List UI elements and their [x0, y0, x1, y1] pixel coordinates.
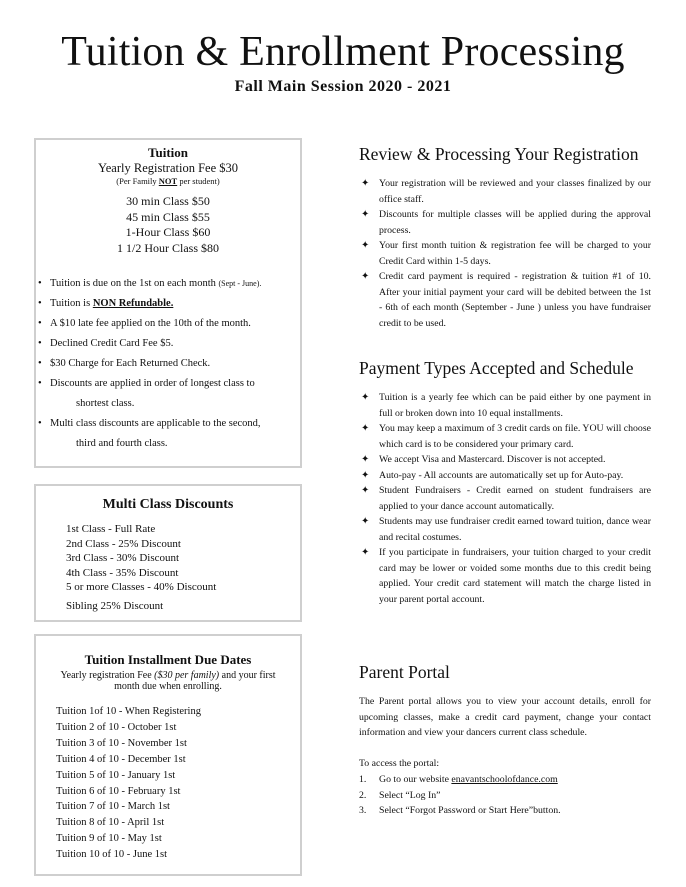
class-price: 30 min Class $50 [126, 194, 210, 208]
portal-heading: Parent Portal [359, 662, 450, 682]
list-item [36, 294, 300, 314]
installment-note [50, 670, 286, 692]
list-item: Tuition 5 of 10 - January 1st [56, 769, 176, 781]
bullet-icon: • [38, 278, 42, 289]
step-number: 3. [359, 805, 367, 816]
fee-note-post: per student) [177, 176, 220, 186]
star-bullet-icon: ✦ [361, 209, 370, 220]
note-text: and your first month due when enrolling. [114, 670, 276, 692]
list-item [36, 274, 300, 294]
star-bullet-icon: ✦ [361, 240, 370, 251]
sibling-discount: Sibling 25% Discount [66, 599, 164, 612]
list-item [36, 354, 300, 374]
list-item [36, 314, 300, 334]
rule-text: Discounts are applied in order of longest class to [50, 378, 255, 389]
list-item: Tuition 9 of 10 - May 1st [56, 833, 162, 845]
list-item: Tuition 6 of 10 - February 1st [56, 785, 181, 797]
review-heading: Review & Processing Your Registration [359, 144, 639, 164]
star-bullet-icon: ✦ [361, 178, 370, 189]
tuition-box [34, 138, 302, 468]
step-text: Select “Log In” [379, 789, 441, 801]
bullet-icon: • [38, 358, 42, 369]
bullet-icon: • [38, 298, 42, 309]
list-item [36, 374, 300, 414]
list-item [359, 803, 651, 819]
step-text: Select “Forgot Password or Start Here”button. [379, 805, 561, 816]
list-item [359, 452, 651, 468]
star-bullet-icon: ✦ [361, 271, 370, 282]
bullet-icon: • [38, 378, 42, 389]
note-italic: ($30 per family) [154, 670, 220, 681]
star-bullet-icon: ✦ [361, 469, 370, 481]
list-item: Tuition 8 of 10 - April 1st [56, 817, 165, 829]
list-item: Tuition 4 of 10 - December 1st [56, 753, 186, 765]
rule-text: A $10 late fee applied on the 10th of the month. [50, 318, 251, 329]
list-item [359, 390, 651, 421]
rule-text: Tuition is due on the 1st on each month [50, 278, 219, 289]
portal-access-label: To access the portal: [359, 758, 440, 769]
step-number: 1. [359, 774, 367, 785]
rule-note: (Sept - June). [218, 279, 262, 288]
page-title: Tuition & Enrollment Processing [61, 29, 625, 75]
list-item [359, 483, 651, 514]
list-item: 3rd Class - 30% Discount [66, 552, 180, 564]
list-item [359, 421, 651, 452]
list-item: Tuition 2 of 10 - October 1st [56, 721, 177, 733]
payment-heading: Payment Types Accepted and Schedule [359, 358, 634, 378]
list-item: 2nd Class - 25% Discount [66, 537, 181, 550]
portal-steps [359, 772, 651, 819]
fee-note [36, 176, 300, 187]
bullet-icon: • [38, 338, 42, 349]
list-item: Tuition 1of 10 - When Registering [56, 706, 201, 717]
item-text: You may keep a maximum of 3 credit cards on file. YOU will choose which card is to be considered your primary card. [379, 423, 651, 450]
step-text: Go to our website [379, 774, 452, 785]
item-text: Credit card payment is required - registration & tuition #1 of 10. After your initial payment your card will be debited between the 1st - 6th of each month (September - June ) unless you have fundraiser credit to be used. [379, 271, 651, 329]
list-item [359, 468, 651, 484]
tuition-title: Tuition [148, 145, 188, 160]
discount-list [66, 522, 300, 613]
review-list [359, 176, 651, 331]
item-text: Discounts for multiple classes will be applied during the approval process. [379, 209, 651, 236]
fee-note-pre: (Per Family [116, 176, 159, 186]
portal-description: The Parent portal allows you to view your account details, enroll for upcoming classes, make a credit card payment, change your contact information and view your dancers current class schedule. [359, 696, 651, 738]
rule-text: Tuition is [50, 298, 93, 309]
item-text: We accept Visa and Mastercard. Discover is not accepted. [379, 454, 606, 465]
page-subtitle: Fall Main Session 2020 - 2021 [234, 78, 452, 95]
multi-class-box [34, 484, 302, 622]
list-item: Tuition 7 of 10 - March 1st [56, 801, 170, 813]
list-item [359, 207, 651, 238]
list-item: 4th Class - 35% Discount [66, 566, 179, 579]
star-bullet-icon: ✦ [361, 423, 370, 434]
installment-box [34, 634, 302, 876]
tuition-rules [36, 274, 300, 454]
star-bullet-icon: ✦ [361, 485, 370, 496]
list-item [359, 788, 651, 804]
item-text: Student Fundraisers - Credit earned on student fundraisers are applied to your dance account automatically. [379, 485, 651, 512]
star-bullet-icon: ✦ [361, 547, 370, 558]
list-item [359, 269, 651, 331]
star-bullet-icon: ✦ [361, 392, 370, 403]
non-refundable-text: NON Refundable. [92, 298, 174, 309]
item-text: Your registration will be reviewed and your classes finalized by our office staff. [379, 178, 651, 205]
note-text: Yearly registration Fee [60, 670, 155, 681]
item-text: Auto-pay - All accounts are automatically set up for Auto-pay. [379, 469, 624, 481]
class-price: 1 1/2 Hour Class $80 [117, 240, 219, 255]
item-text: If you participate in fundraisers, your tuition charged to your credit card may be lower or voided some months due to this credit being applied. Your credit card statement will match the charge listed in your parent portal account. [379, 547, 651, 605]
star-bullet-icon: ✦ [361, 454, 370, 465]
registration-fee: Yearly Registration Fee $30 [97, 161, 239, 175]
list-item: 1st Class - Full Rate [66, 523, 156, 535]
item-text: Your first month tuition & registration fee will be charged to your Credit Card within 1-5 days. [379, 240, 651, 267]
list-item [359, 176, 651, 207]
installment-title: Tuition Installment Due Dates [84, 652, 252, 667]
class-prices [36, 194, 300, 256]
installment-list [56, 704, 300, 863]
list-item [36, 334, 300, 354]
step-number: 2. [359, 789, 367, 801]
list-item [359, 238, 651, 269]
bullet-icon: • [38, 418, 42, 429]
list-item: 5 or more Classes - 40% Discount [66, 581, 217, 593]
class-price: 1-Hour Class $60 [125, 225, 211, 239]
list-item [359, 545, 651, 607]
list-item: Tuition 3 of 10 - November 1st [56, 737, 187, 749]
rule-text: Multi class discounts are applicable to the second, [50, 418, 261, 429]
item-text: Students may use fundraiser credit earned toward tuition, dance wear and recital costumes. [379, 516, 651, 543]
multi-class-title: Multi Class Discounts [102, 497, 234, 512]
bullet-icon: • [38, 318, 42, 329]
payment-list [359, 390, 651, 607]
class-price: 45 min Class $55 [126, 209, 210, 224]
rule-text-cont: third and fourth class. [76, 438, 168, 449]
star-bullet-icon: ✦ [361, 516, 370, 527]
list-item: Tuition 10 of 10 - June 1st [56, 849, 168, 861]
website-link[interactable]: enavantschoolofdance.com [451, 774, 558, 785]
fee-note-not: NOT [158, 176, 178, 186]
list-item [359, 772, 651, 788]
item-text: Tuition is a yearly fee which can be paid either by one payment in full or broken down into 10 equal installments. [379, 392, 651, 419]
list-item [36, 414, 300, 454]
list-item [359, 514, 651, 545]
rule-text-cont: shortest class. [76, 398, 135, 409]
rule-text: Declined Credit Card Fee $5. [50, 338, 174, 349]
rule-text: $30 Charge for Each Returned Check. [50, 358, 211, 369]
